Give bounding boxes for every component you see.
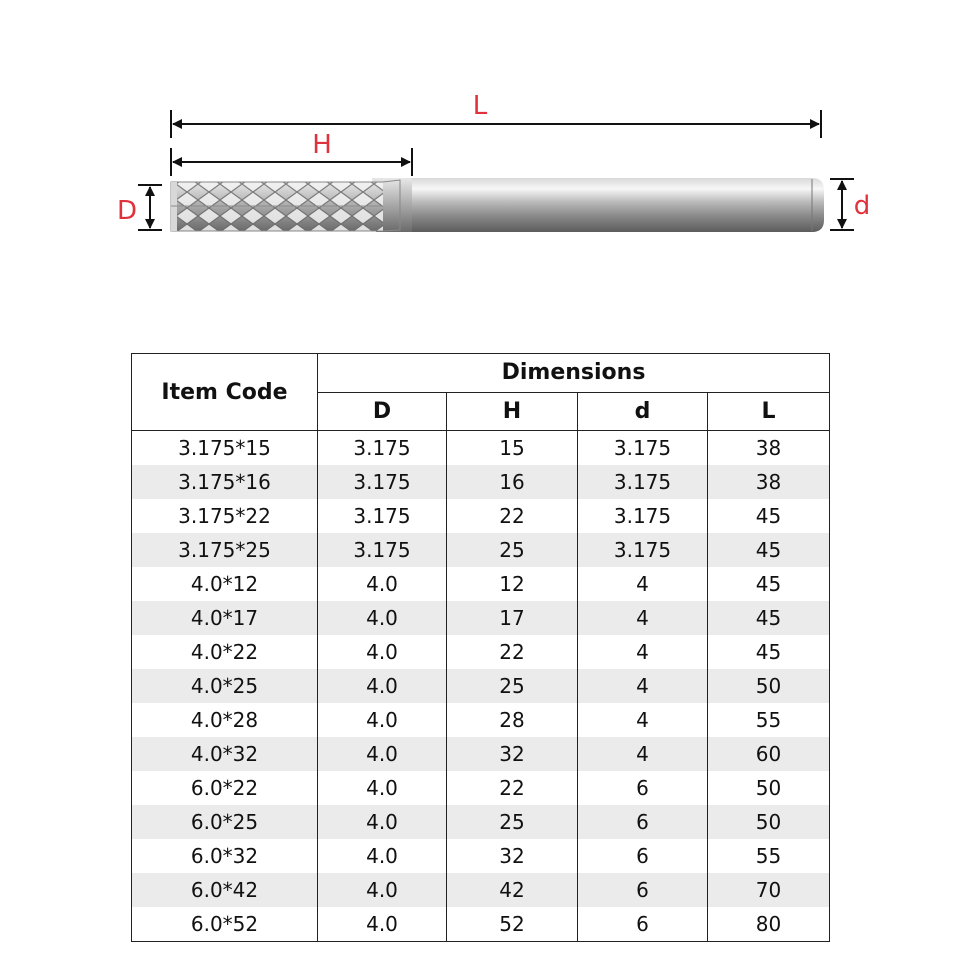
dimension-cell: 4.0 (318, 771, 447, 805)
dimension-cell: 4.0 (318, 839, 447, 873)
dimension-cell: 3.175 (318, 499, 447, 533)
dimension-cell: 4.0 (318, 703, 447, 737)
item-code-cell: 6.0*25 (132, 805, 318, 839)
label-H: H (312, 130, 332, 160)
table-row (132, 431, 830, 466)
dimension-cell: 3.175 (578, 499, 708, 533)
item-code-cell: 6.0*22 (132, 771, 318, 805)
dimension-cell: 4.0 (318, 737, 447, 771)
length-L-dimension (171, 91, 821, 138)
item-code-cell: 4.0*12 (132, 567, 318, 601)
dimension-cell: 45 (708, 533, 830, 567)
end-mill-tool-image (171, 178, 824, 232)
dimension-cell: 4.0 (318, 873, 447, 907)
item-code-cell: 4.0*22 (132, 635, 318, 669)
label-L: L (472, 91, 488, 121)
dimension-cell: 80 (708, 907, 830, 942)
table-row (132, 499, 830, 533)
dimension-cell: 3.175 (318, 533, 447, 567)
dimension-cell: 38 (708, 431, 830, 466)
item-code-header: Item Code (132, 354, 318, 431)
item-code-cell: 3.175*25 (132, 533, 318, 567)
dimension-cell: 22 (447, 499, 578, 533)
column-header-L: L (708, 392, 830, 431)
dimension-cell: 70 (708, 873, 830, 907)
dimension-cell: 50 (708, 805, 830, 839)
dimension-cell: 32 (447, 737, 578, 771)
dimension-cell: 6 (578, 839, 708, 873)
dimension-cell: 6 (578, 873, 708, 907)
table-row (132, 669, 830, 703)
dimension-cell: 4 (578, 703, 708, 737)
table-row (132, 465, 830, 499)
dimension-cell: 4.0 (318, 567, 447, 601)
item-code-cell: 4.0*25 (132, 669, 318, 703)
dimension-cell: 45 (708, 601, 830, 635)
table-row (132, 771, 830, 805)
dimension-cell: 22 (447, 635, 578, 669)
dimension-cell: 25 (447, 669, 578, 703)
dimension-cell: 50 (708, 669, 830, 703)
item-code-cell: 3.175*16 (132, 465, 318, 499)
dimension-cell: 3.175 (318, 465, 447, 499)
cutting-diameter-D-dimension (117, 185, 162, 230)
table-row (132, 703, 830, 737)
dimension-cell: 55 (708, 703, 830, 737)
item-code-cell: 6.0*32 (132, 839, 318, 873)
dimension-cell: 4.0 (318, 601, 447, 635)
item-code-cell: 4.0*17 (132, 601, 318, 635)
dimension-cell: 28 (447, 703, 578, 737)
dimension-cell: 4.0 (318, 669, 447, 703)
dimension-cell: 3.175 (578, 533, 708, 567)
label-d: d (853, 191, 871, 221)
dimension-cell: 42 (447, 873, 578, 907)
item-code-cell: 6.0*42 (132, 873, 318, 907)
dimension-cell: 4.0 (318, 907, 447, 942)
item-code-cell: 3.175*22 (132, 499, 318, 533)
dimension-cell: 52 (447, 907, 578, 942)
table-row (132, 907, 830, 942)
dimension-cell: 3.175 (578, 465, 708, 499)
table-row (132, 873, 830, 907)
dimension-cell: 3.175 (318, 431, 447, 466)
dimensions-table (131, 353, 830, 942)
flute-length-H-dimension (171, 130, 412, 176)
shank-diameter-d-dimension (830, 179, 870, 230)
dimension-cell: 15 (447, 431, 578, 466)
dimension-cell: 3.175 (578, 431, 708, 466)
item-code-cell: 4.0*32 (132, 737, 318, 771)
dimension-cell: 4 (578, 635, 708, 669)
dimension-cell: 60 (708, 737, 830, 771)
column-header-d: d (578, 392, 708, 431)
dimension-cell: 45 (708, 499, 830, 533)
dimension-cell: 32 (447, 839, 578, 873)
table-body (132, 431, 830, 942)
dimension-cell: 6 (578, 907, 708, 942)
table-row (132, 635, 830, 669)
dimension-cell: 4.0 (318, 635, 447, 669)
dimensions-header: Dimensions (318, 354, 830, 393)
table-row (132, 567, 830, 601)
table-row (132, 533, 830, 567)
dimension-cell: 17 (447, 601, 578, 635)
dimension-cell: 4 (578, 601, 708, 635)
label-D: D (116, 196, 138, 226)
dimension-cell: 4.0 (318, 805, 447, 839)
dimension-cell: 50 (708, 771, 830, 805)
dimension-cell: 22 (447, 771, 578, 805)
dimension-cell: 45 (708, 635, 830, 669)
table-row (132, 737, 830, 771)
table-row (132, 805, 830, 839)
dimension-cell: 4 (578, 567, 708, 601)
dimension-cell: 25 (447, 805, 578, 839)
dimension-cell: 6 (578, 805, 708, 839)
dimension-cell: 6 (578, 771, 708, 805)
dimension-cell: 25 (447, 533, 578, 567)
item-code-cell: 6.0*52 (132, 907, 318, 942)
dimension-cell: 45 (708, 567, 830, 601)
column-header-D: D (318, 392, 447, 431)
dimension-cell: 4 (578, 669, 708, 703)
item-code-cell: 4.0*28 (132, 703, 318, 737)
item-code-cell: 3.175*15 (132, 431, 318, 466)
dimension-cell: 16 (447, 465, 578, 499)
dimension-cell: 38 (708, 465, 830, 499)
end-mill-dimension-diagram (0, 0, 960, 300)
dimension-cell: 55 (708, 839, 830, 873)
column-header-H: H (447, 392, 578, 431)
table-row (132, 839, 830, 873)
dimension-cell: 4 (578, 737, 708, 771)
table-row (132, 601, 830, 635)
dimension-cell: 12 (447, 567, 578, 601)
